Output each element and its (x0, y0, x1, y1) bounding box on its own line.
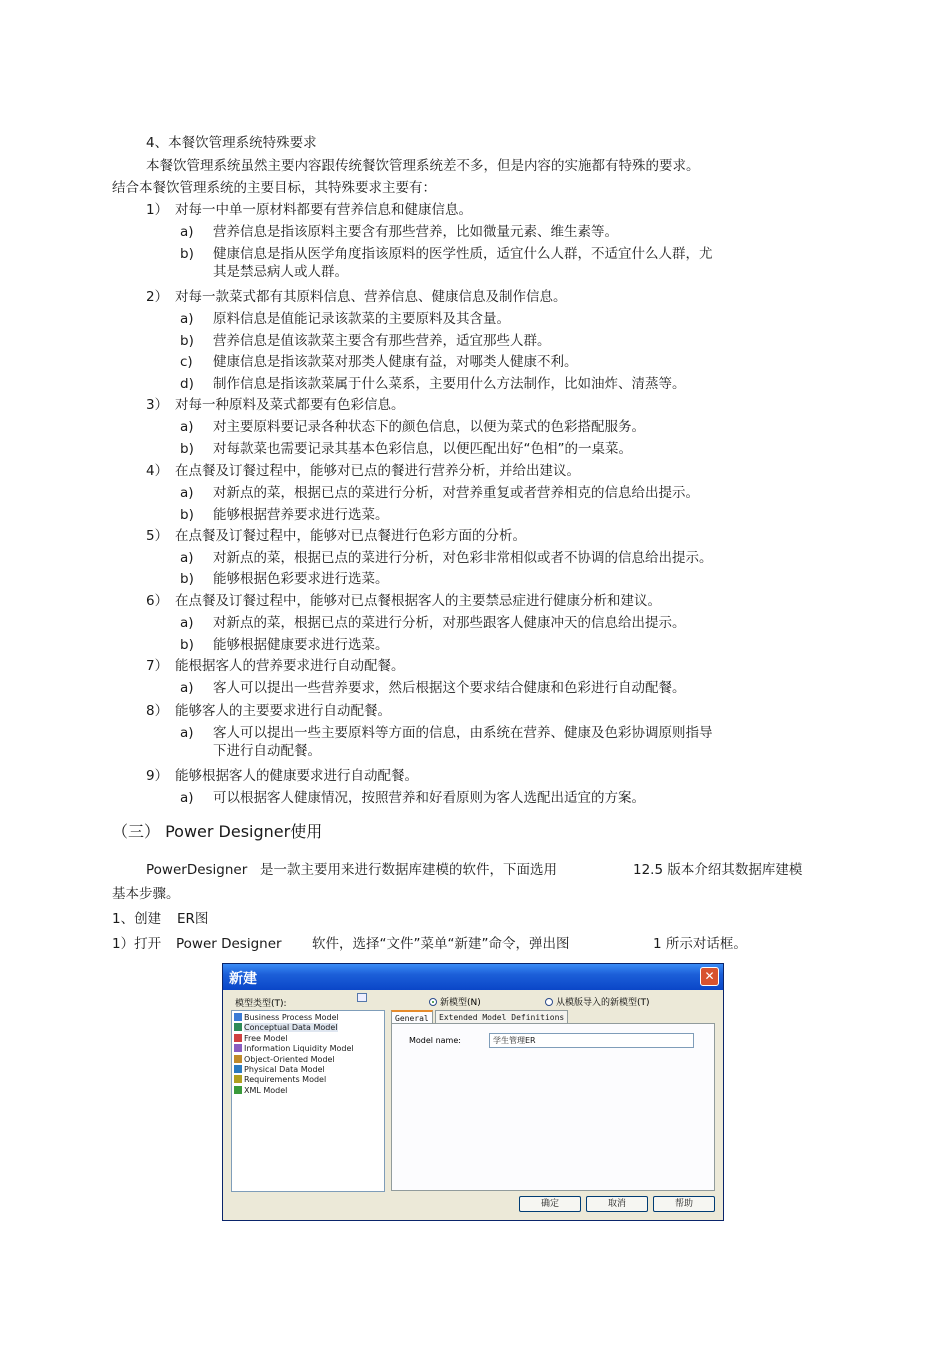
sub-item-marker: b) (180, 441, 194, 457)
sub-item-text: 对新点的菜，根据已点的菜进行分析，对色彩非常相似或者不协调的信息给出提示。 (213, 550, 713, 566)
requirement-number: 6） (146, 593, 169, 609)
tab-panel (391, 1023, 715, 1191)
requirement-number: 5） (146, 528, 169, 544)
dialog-title: 新建 (229, 971, 257, 987)
sub-item-marker: a) (180, 224, 194, 240)
sub-item-marker: c) (180, 354, 193, 370)
sub-item-marker: a) (180, 725, 194, 741)
model-type-label: Physical Data Model (244, 1065, 325, 1074)
requirement-number: 3） (146, 397, 169, 413)
requirement-text: 能够客人的主要要求进行自动配餐。 (175, 703, 391, 719)
sub-item-marker: b) (180, 246, 194, 262)
model-type-item[interactable] (234, 1086, 287, 1096)
dialog-titlebar[interactable] (223, 964, 723, 990)
model-type-item[interactable] (234, 1075, 326, 1085)
cancel-button[interactable]: 取消 (586, 1196, 648, 1212)
requirement-number: 4） (146, 463, 169, 479)
radio-new-model[interactable] (429, 995, 481, 1008)
model-name-input[interactable]: 学生管理ER (489, 1033, 694, 1048)
sub-item-text: 能够根据色彩要求进行选菜。 (213, 571, 389, 587)
sub-item-marker: a) (180, 485, 194, 501)
sub-item-text: 营养信息是指该原料主要含有那些营养，比如微量元素、维生素等。 (213, 224, 618, 240)
sub-item-text: 制作信息是指该款菜属于什么菜系，主要用什么方法制作，比如油炸、清蒸等。 (213, 376, 686, 392)
model-type-label: XML Model (244, 1085, 288, 1095)
list-view-icon[interactable] (357, 993, 367, 1002)
requirement-number: 7） (146, 658, 169, 674)
step1-title-a: 1、创建 (112, 911, 162, 927)
step1-1-b: Power Designer (176, 936, 282, 952)
sub-item-marker: b) (180, 333, 194, 349)
help-button[interactable]: 帮助 (653, 1196, 715, 1212)
section-title: （三） Power Designer使用 (112, 822, 323, 841)
sub-item-marker: b) (180, 637, 194, 653)
requirement-text: 对每一中单一原材料都要有营养信息和健康信息。 (175, 202, 472, 218)
requirement-text: 在点餐及订餐过程中，能够对已点的餐进行营养分析，并给出建议。 (175, 463, 580, 479)
sub-item-marker: d) (180, 376, 194, 392)
model-type-item[interactable] (234, 1044, 354, 1054)
requirement-text: 对每一款菜式都有其原料信息、营养信息、健康信息及制作信息。 (175, 289, 567, 305)
intro-paragraph-line2: 结合本餐饮管理系统的主要目标，其特殊要求主要有： (112, 180, 436, 196)
model-type-label: Free Model (244, 1033, 288, 1043)
close-icon[interactable]: ✕ (700, 967, 719, 986)
model-type-icon (234, 1023, 242, 1031)
model-type-label: Requirements Model (244, 1075, 327, 1085)
requirement-number: 8） (146, 703, 169, 719)
sub-item-text: 能够根据健康要求进行选菜。 (213, 637, 389, 653)
model-type-icon (234, 1044, 242, 1052)
requirement-text: 在点餐及订餐过程中，能够对已点餐根据客人的主要禁忌症进行健康分析和建议。 (175, 593, 661, 609)
requirement-text: 能根据客人的营养要求进行自动配餐。 (175, 658, 405, 674)
model-type-label: Conceptual Data Model (244, 1023, 338, 1033)
sub-item-text: 客人可以提出一些营养要求，然后根据这个要求结合健康和色彩进行自动配餐。 (213, 680, 686, 696)
sub-item-marker: a) (180, 419, 194, 435)
model-type-icon (234, 1013, 242, 1021)
sub-item-text: 对新点的菜，根据已点的菜进行分析，对那些跟客人健康冲天的信息给出提示。 (213, 615, 686, 631)
section-heading: 4、本餐饮管理系统特殊要求 (146, 135, 317, 151)
requirement-text: 在点餐及订餐过程中，能够对已点餐进行色彩方面的分析。 (175, 528, 526, 544)
radio-unselected-icon[interactable] (545, 998, 553, 1006)
model-type-icon (234, 1065, 242, 1073)
pd-intro-part-c: 12.5 版本介绍其数据库建模 (633, 862, 803, 878)
model-type-list[interactable] (231, 1010, 385, 1192)
sub-item-text: 健康信息是指从医学角度指该原料的医学性质，适宜什么人群，不适宜什么人群，尤 (213, 246, 713, 262)
new-model-dialog (222, 963, 724, 1221)
sub-item-marker: a) (180, 790, 194, 806)
model-type-item[interactable] (234, 1013, 339, 1023)
requirement-text: 能够根据客人的健康要求进行自动配餐。 (175, 768, 418, 784)
radio-template-label: 从模版导入的新模型(T) (556, 998, 650, 1008)
step1-1-d: 1 所示对话框。 (653, 936, 747, 952)
requirement-text: 对每一种原料及菜式都要有色彩信息。 (175, 397, 405, 413)
model-type-item[interactable] (234, 1055, 335, 1065)
model-type-item[interactable] (234, 1065, 325, 1075)
sub-item-text: 对每款菜也需要记录其基本色彩信息，以便匹配出好“色相”的一桌菜。 (213, 441, 632, 457)
sub-item-text: 下进行自动配餐。 (213, 743, 321, 759)
sub-item-text: 能够根据营养要求进行选菜。 (213, 507, 389, 523)
intro-paragraph-line1: 本餐饮管理系统虽然主要内容跟传统餐饮管理系统差不多，但是内容的实施都有特殊的要求。 (146, 158, 700, 174)
tab-general[interactable]: General (391, 1010, 433, 1023)
radio-template-model[interactable] (545, 995, 650, 1008)
sub-item-marker: b) (180, 571, 194, 587)
model-type-icon (234, 1055, 242, 1063)
model-type-icon (234, 1086, 242, 1094)
sub-item-text: 可以根据客人健康情况，按照营养和好看原则为客人选配出适宜的方案。 (213, 790, 645, 806)
sub-item-text: 原料信息是值能记录该款菜的主要原料及其含量。 (213, 311, 510, 327)
requirement-number: 2） (146, 289, 169, 305)
sub-item-marker: a) (180, 311, 194, 327)
step1-title-b: ER图 (177, 911, 209, 927)
model-type-label: 模型类型(T): (235, 999, 287, 1009)
pd-intro-line2: 基本步骤。 (112, 886, 180, 902)
sub-item-text: 其是禁忌病人或人群。 (213, 264, 348, 280)
model-type-item[interactable] (234, 1034, 288, 1044)
model-type-icon (234, 1075, 242, 1083)
model-type-label: Object-Oriented Model (244, 1054, 335, 1064)
sub-item-text: 客人可以提出一些主要原料等方面的信息，由系统在营养、健康及色彩协调原则指导 (213, 725, 713, 741)
pd-intro-part-b: 是一款主要用来进行数据库建模的软件，下面选用 (260, 862, 557, 878)
model-type-label: Business Process Model (244, 1013, 339, 1022)
model-type-item[interactable] (234, 1023, 338, 1033)
requirement-number: 9） (146, 768, 169, 784)
sub-item-marker: a) (180, 550, 194, 566)
sub-item-marker: a) (180, 680, 194, 696)
ok-button[interactable]: 确定 (519, 1196, 581, 1212)
model-type-label: Information Liquidity Model (244, 1044, 354, 1054)
sub-item-text: 营养信息是值该款菜主要含有那些营养，适宜那些人群。 (213, 333, 551, 349)
sub-item-text: 对主要原料要记录各种状态下的颜色信息，以便为菜式的色彩搭配服务。 (213, 419, 645, 435)
tab-extended-model-definitions[interactable]: Extended Model Definitions (435, 1010, 568, 1023)
sub-item-marker: b) (180, 507, 194, 523)
model-name-label: Model name: (409, 1036, 461, 1045)
radio-selected-icon[interactable] (429, 998, 437, 1006)
sub-item-text: 健康信息是指该款菜对那类人健康有益，对哪类人健康不利。 (213, 354, 578, 370)
step1-1-c: 软件，选择“文件”菜单“新建”命令，弹出图 (312, 936, 570, 952)
step1-1-a: 1）打开 (112, 936, 162, 952)
sub-item-text: 对新点的菜，根据已点的菜进行分析，对营养重复或者营养相克的信息给出提示。 (213, 485, 699, 501)
sub-item-marker: a) (180, 615, 194, 631)
model-type-icon (234, 1034, 242, 1042)
requirement-number: 1） (146, 202, 169, 218)
radio-new-label: 新模型(N) (440, 998, 481, 1008)
pd-intro-part-a: PowerDesigner (146, 862, 248, 878)
